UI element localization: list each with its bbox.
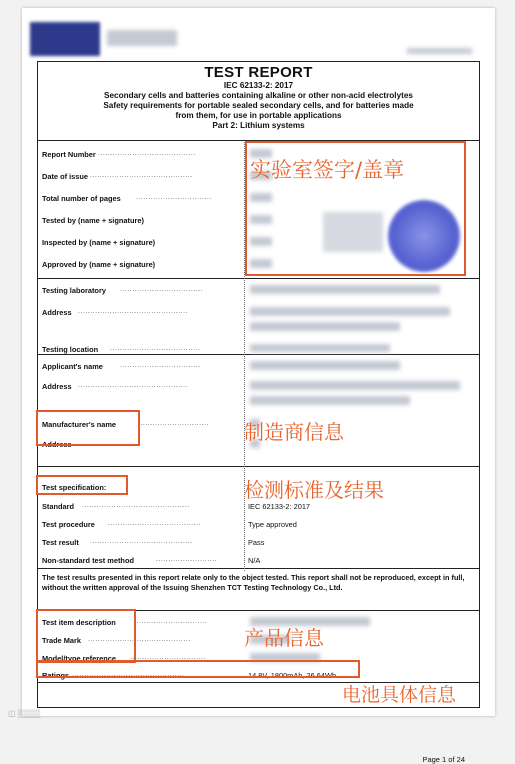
leader-dots: .......................................... [88, 636, 191, 643]
annotation-lab-signature: 实验室签字/盖章 [250, 158, 405, 182]
field-tested-by: Tested by (name + signature) [42, 216, 144, 225]
annotation-manufacturer: 制造商信息 [244, 420, 344, 444]
divider [38, 466, 479, 467]
subtitle-2: Safety requirements for portable sealed secondary cells, and for batteries made [103, 101, 414, 110]
field-applicant-name: Applicant's name [42, 362, 103, 371]
leader-dots: ...................................... [108, 520, 201, 527]
divider [38, 568, 479, 569]
leader-dots: ............. [78, 440, 110, 447]
leader-dots: ................................. [120, 362, 201, 369]
logo-blurred [30, 22, 100, 56]
leader-dots: .................................. [120, 286, 204, 293]
leader-dots: ............................... [130, 654, 206, 661]
field-non-standard-method: Non-standard test method [42, 556, 134, 565]
field-date-of-issue: Date of issue [42, 172, 89, 181]
field-lab-address: Address [42, 308, 72, 317]
header-blurred-text [107, 30, 177, 46]
field-testing-location: Testing location [42, 345, 99, 354]
subtitle-1: Secondary cells and batteries containing alkaline or other non-acid electrolytes [104, 91, 413, 100]
subtitle-4: Part 2: Lithium systems [212, 121, 305, 130]
redacted-value [250, 285, 440, 294]
leader-dots: .............................. [134, 618, 208, 625]
redacted-value [250, 361, 400, 370]
header-right-blurred [407, 48, 472, 54]
leader-dots: .......................................... [90, 172, 193, 179]
leader-dots: ............................................. [78, 382, 189, 389]
redacted-value [250, 322, 400, 331]
field-test-result: Test result [42, 538, 79, 547]
annotation-battery: 电池具体信息 [342, 684, 457, 706]
report-title: TEST REPORT [204, 64, 313, 81]
standard-line: IEC 62133-2: 2017 [223, 81, 294, 90]
field-testing-laboratory: Testing laboratory [42, 286, 106, 295]
report-page [22, 8, 495, 764]
field-approved-by: Approved by (name + signature) [42, 260, 156, 269]
leader-dots: ..................................... [110, 345, 201, 352]
divider [38, 278, 479, 279]
field-standard: Standard [42, 502, 75, 511]
field-trade-mark: Trade Mark [42, 636, 82, 645]
redacted-value [250, 307, 450, 316]
field-applicant-address: Address [42, 382, 72, 391]
field-test-specification: Test specification: [42, 483, 107, 492]
leader-dots: ............................... [136, 194, 212, 201]
subtitle-3: from them, for use in portable applications [175, 111, 342, 120]
highlight-test-spec [36, 475, 128, 495]
value-ratings: 14.8V, 1800mAh, 26.64Wh [248, 671, 337, 680]
highlight-product [36, 609, 136, 663]
field-manufacturer-address: Address [42, 440, 72, 449]
report-header [38, 64, 479, 131]
field-total-pages: Total number of pages [42, 194, 121, 203]
leader-dots: ......................... [156, 556, 218, 563]
highlight-manufacturer [36, 410, 140, 446]
field-test-item-description: Test item description [42, 618, 116, 627]
field-test-procedure: Test procedure [42, 520, 95, 529]
value-test-result: Pass [248, 538, 265, 547]
field-manufacturer-name: Manufacturer's name [42, 420, 117, 429]
page-number: Page 1 of 24 [422, 755, 465, 764]
leader-dots: .......................................... [90, 538, 193, 545]
divider [38, 354, 479, 355]
field-inspected-by: Inspected by (name + signature) [42, 238, 156, 247]
watermark-blurred: ◫ ▒▒▒▒ [8, 709, 41, 718]
leader-dots: ............................................. [78, 308, 189, 315]
redacted-value [250, 344, 390, 352]
annotation-standard-result: 检测标准及结果 [244, 478, 384, 502]
legal-notice: The test results presented in this report relate only to the object tested. This report shall not be reproduced, except in full, without the written approval of the Issuing Shenzhen TCT Testing Technology Co., Ltd. [42, 573, 465, 592]
value-test-procedure: Type approved [248, 520, 297, 529]
value-non-standard-method: N/A [248, 556, 261, 565]
highlight-ratings [36, 660, 360, 678]
leader-dots: ........................................ [98, 150, 196, 157]
field-model-reference: Model/type reference [42, 654, 116, 663]
field-report-number: Report Number [42, 150, 96, 159]
leader-dots: .............................................. [72, 671, 185, 678]
value-standard: IEC 62133-2: 2017 [248, 502, 311, 511]
leader-dots: ............................................ [82, 502, 190, 509]
redacted-value [250, 396, 410, 405]
annotation-product: 产品信息 [244, 626, 324, 650]
leader-dots: ............................. [138, 420, 209, 427]
field-ratings: Ratings [42, 671, 70, 680]
redacted-value [250, 381, 460, 390]
